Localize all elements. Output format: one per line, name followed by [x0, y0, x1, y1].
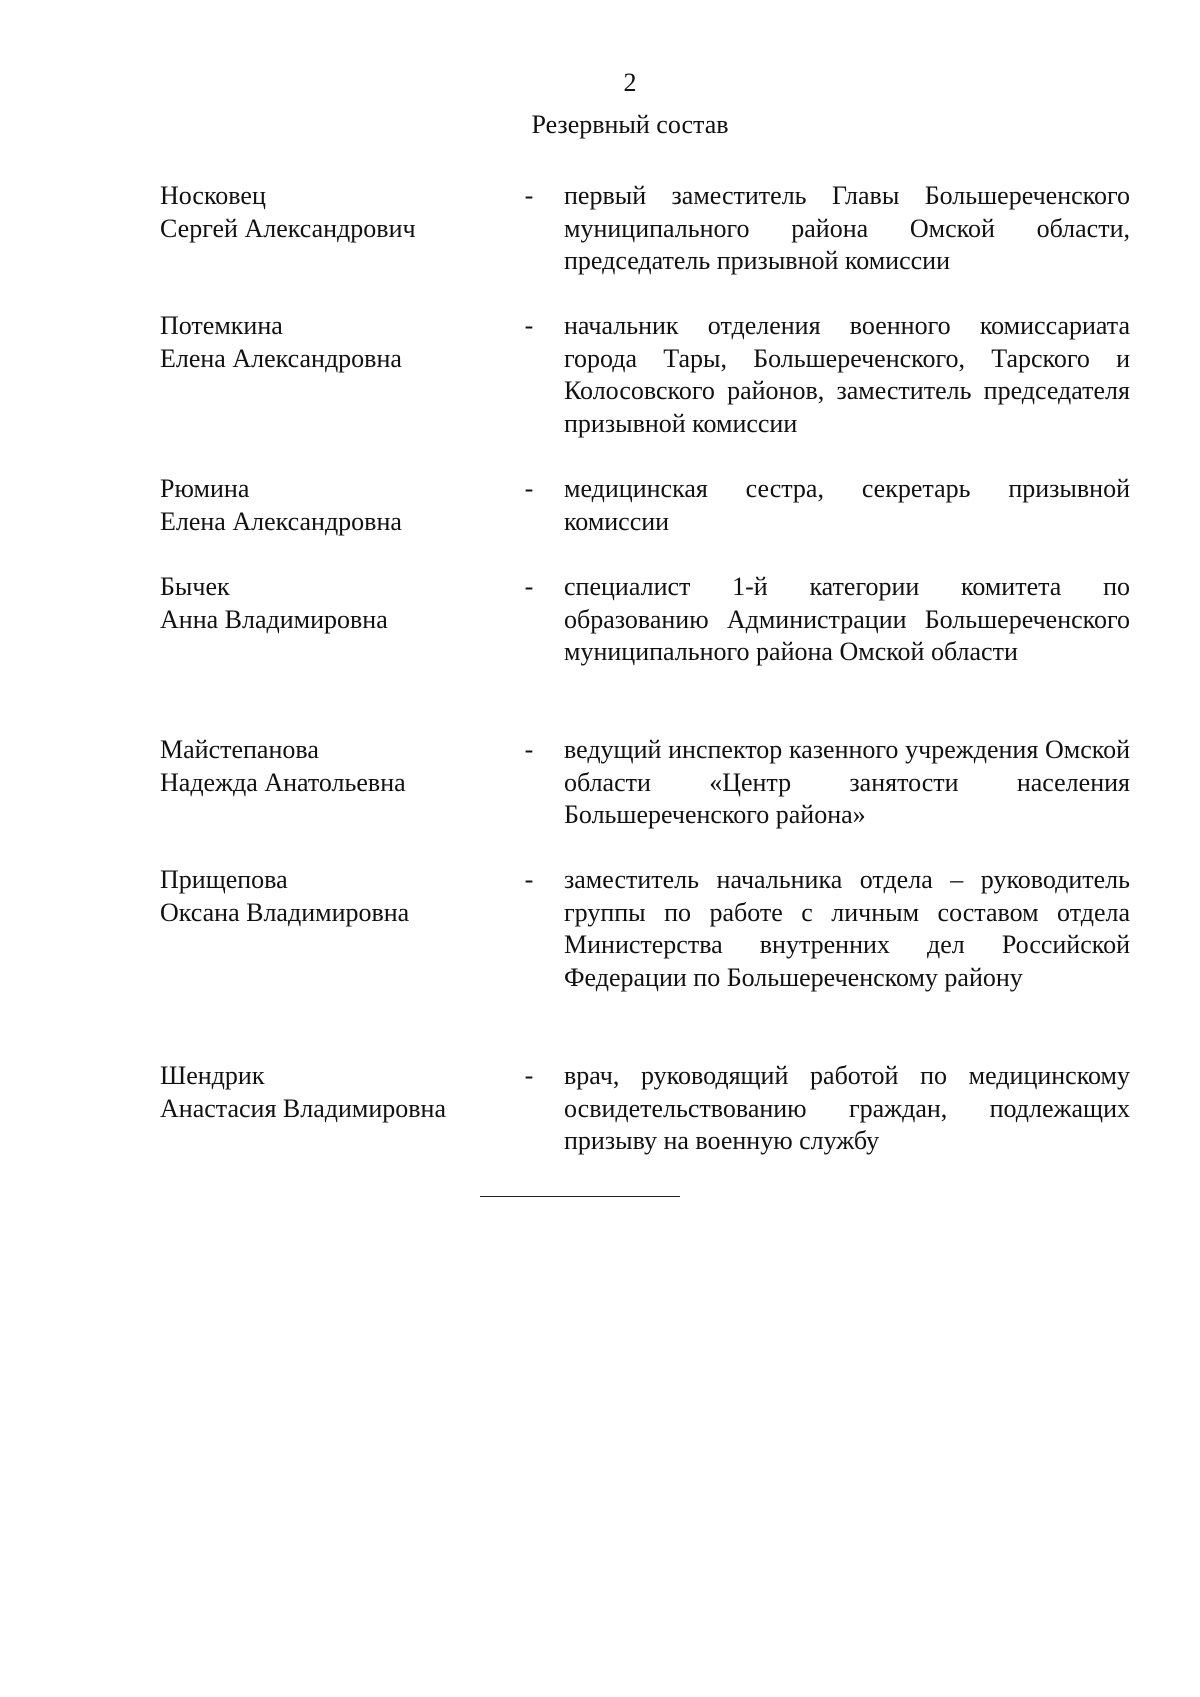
member-surname: Рюмина: [160, 474, 250, 503]
member-given-names: Елена Александровна: [160, 506, 402, 536]
member-name: [160, 180, 520, 245]
member-role: медицинская сестра, секретарь призывной комиссии: [564, 474, 1130, 536]
member-dash: -: [524, 865, 534, 894]
member-name: [160, 734, 520, 799]
member-dash: -: [524, 181, 534, 210]
member-surname: Прищепова: [160, 865, 288, 894]
member-dash: -: [524, 1061, 534, 1090]
member-given-names: Надежда Анатольевна: [160, 767, 406, 797]
member-role: заместитель начальника отдела – руководитель группы по работе с личным составом отдела Министерства внутренних дел Российской Федерации по Большереченскому району: [564, 865, 1130, 992]
member-role: начальник отделения военного комиссариата города Тары, Большереченского, Тарского и Колосовского районов, заместитель председателя призывной комиссии: [564, 311, 1130, 438]
member-dash: -: [524, 735, 534, 764]
member-name: [160, 571, 520, 636]
member-name: [160, 1060, 520, 1125]
section-title: Резервный состав: [531, 110, 729, 139]
page-number: 2: [623, 68, 637, 97]
member-role: первый заместитель Главы Большереченского муниципального района Омской области, председатель призывной комиссии: [564, 181, 1130, 275]
member-role: врач, руководящий работой по медицинскому освидетельствованию граждан, подлежащих призыву на военную службу: [564, 1061, 1130, 1155]
member-surname: Потемкина: [160, 311, 283, 340]
member-given-names: Сергей Александрович: [160, 213, 416, 243]
member-given-names: Елена Александровна: [160, 343, 402, 373]
member-dash: -: [524, 572, 534, 601]
member-given-names: Оксана Владимировна: [160, 897, 410, 927]
member-role: ведущий инспектор казенного учреждения Омской области «Центр занятости населения Большереченского района»: [564, 735, 1130, 829]
member-name: [160, 864, 520, 929]
member-name: [160, 310, 520, 375]
member-surname: Майстепанова: [160, 735, 319, 764]
member-surname: Бычек: [160, 572, 230, 601]
member-given-names: Анастасия Владимировна: [160, 1093, 446, 1123]
member-surname: Шендрик: [160, 1061, 265, 1090]
member-role: специалист 1-й категории комитета по образованию Администрации Большереченского муниципального района Омской области: [564, 572, 1130, 666]
member-dash: -: [524, 474, 534, 503]
member-given-names: Анна Владимировна: [160, 604, 388, 634]
member-dash: -: [524, 311, 534, 340]
end-of-list-rule: [480, 1196, 680, 1197]
member-surname: Носковец: [160, 181, 266, 210]
member-name: [160, 473, 520, 538]
